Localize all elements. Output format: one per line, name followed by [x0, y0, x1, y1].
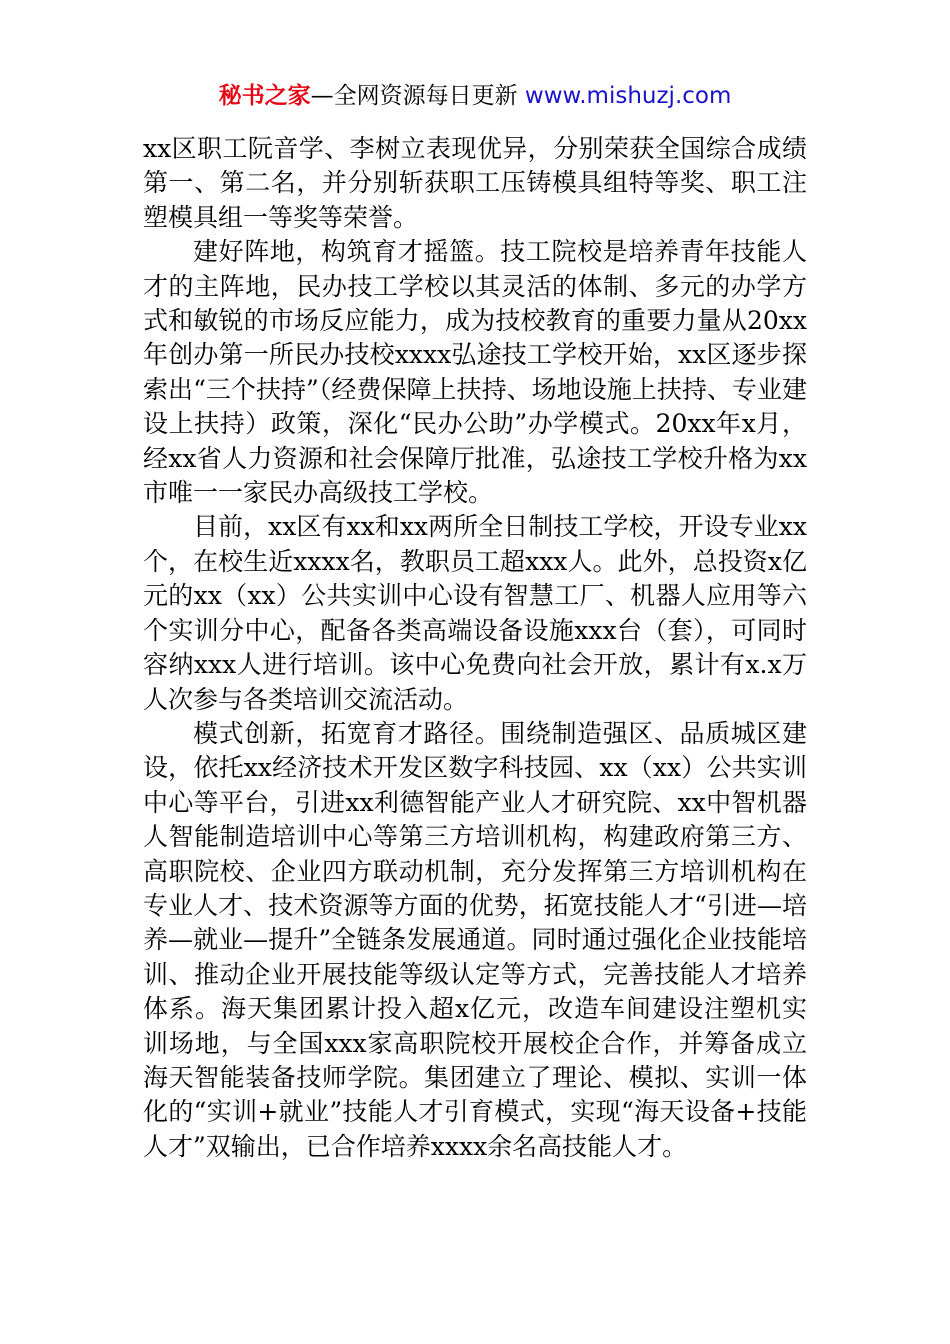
brand-name: 秘书之家 [218, 83, 311, 109]
paragraph-3: 目前，xx区有xx和xx两所全日制技工学校，开设专业xx个，在校生近xxxx名，教职员工超xxx人。此外，总投资x亿元的xx（xx）公共实训中心设有智慧工厂、机器人应用等六个实训分中心，配备各类高端设备设施xxx台（套），可同时容纳xxx人进行培训。该中心免费向社会开放，累计有x.x万人次参与各类培训交流活动。 [143, 512, 807, 714]
page-header [0, 80, 950, 112]
paragraph-2: 建好阵地，构筑育才摇篮。技工院校是培养青年技能人才的主阵地，民办技工学校以其灵活的体制、多元的办学方式和敏锐的市场反应能力，成为技校教育的重要力量从20xx年创办第一所民办技校xxxx弘途技工学校开始，xx区逐步探索出“三个扶持”（经费保障上扶持、场地设施上扶持、专业建设上扶持）政策，深化“民办公助”办学模式。20xx年x月，经xx省人力资源和社会保障厅批准，弘途技工学校升格为xx市唯一一家民办高级技工学校。 [143, 237, 807, 508]
site-url-link[interactable]: www.mishuzj.com [524, 83, 732, 109]
header-tagline: —全网资源每日更新 [310, 83, 518, 109]
paragraph-1: xx区职工阮音学、李树立表现优异，分别荣获全国综合成绩第一、第二名，并分别斩获职工压铸模具组特等奖、职工注塑模具组一等奖等荣誉。 [143, 134, 807, 232]
paragraph-4: 模式创新，拓宽育才路径。围绕制造强区、品质城区建设，依托xx经济技术开发区数字科技园、xx（xx）公共实训中心等平台，引进xx利德智能产业人才研究院、xx中智机器人智能制造培训中心等第三方培训机构，构建政府第三方、高职院校、企业四方联动机制，充分发挥第三方培训机构在专业人才、技术资源等方面的优势，拓宽技能人才“引进—培养—就业—提升”全链条发展通道。同时通过强化企业技能培训、推动企业开展技能等级认定等方式，完善技能人才培养体系。海天集团累计投入超x亿元，改造车间建设注塑机实训场地，与全国xxx家高职院校开展校企合作，并筹备成立海天智能装备技师学院。集团建立了理论、模拟、实训一体化的“实训+就业”技能人才引育模式，实现“海天设备+技能人才”双输出，已合作培养xxxx余名高技能人才。 [143, 718, 807, 1161]
document-body [143, 132, 807, 1164]
